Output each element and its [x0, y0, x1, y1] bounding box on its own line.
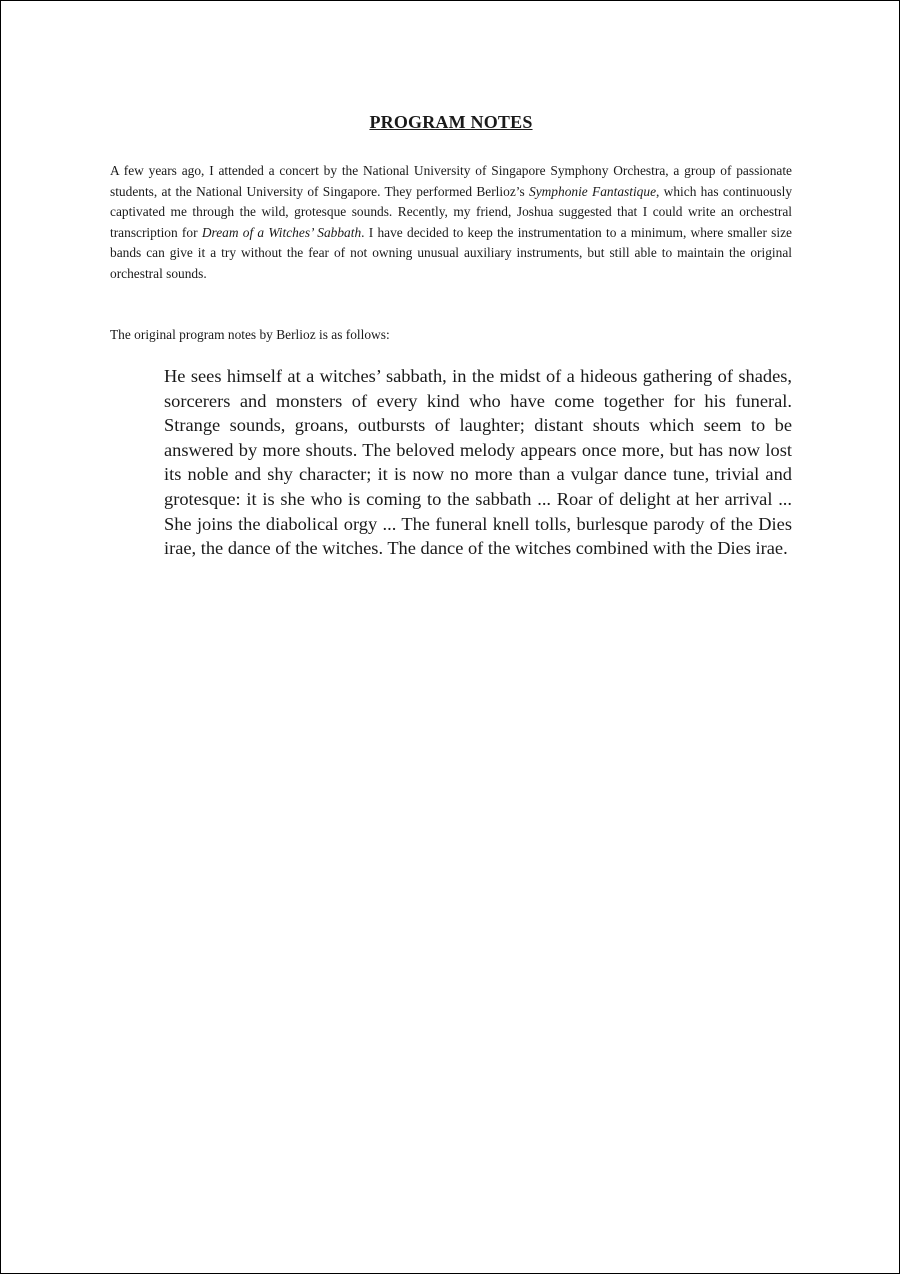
- intro-paragraph: [110, 161, 792, 285]
- page-title: PROGRAM NOTES: [369, 112, 533, 132]
- intro-text-part-2: , which has continuously captivated me through the wild, grotesque sounds. Recently, my friend, Joshua suggested that I could write an orchestral transcription for: [110, 183, 793, 240]
- lead-in-text: The original program notes by Berlioz is as follows:: [110, 327, 390, 342]
- intro-text-part-1: A few years ago, I attended a concert by the National University of Singapore Symphony Orchestra, a group of passionate students, at the National University of Singapore. They performed Berlioz’s: [110, 163, 792, 199]
- movement-title: Dream of a Witches’ Sabbath: [201, 224, 362, 240]
- work-title: Symphonie Fantastique: [529, 183, 657, 199]
- berlioz-quote: He sees himself at a witches’ sabbath, in the midst of a hideous gathering of shades, sorcerers and monsters of every kind who have come together for his funeral. Strange sounds, groans, outbursts of laughter; distant shouts which seem to be answered by more shouts. The beloved melody appears once more, but has now lost its noble and shy character; it is now no more than a vulgar dance tune, trivial and grotesque: it is she who is coming to the sabbath ... Roar of delight at her arrival ... She joins the diabolical orgy ... The funeral knell tolls, burlesque parody of the Dies irae, the dance of the witches. The dance of the witches combined with the Dies irae.: [164, 366, 792, 559]
- intro-text-part-3: . I have decided to keep the instrumentation to a minimum, where smaller size bands can give it a try without the fear of not owning unusual auxiliary instruments, but still able to maintain the original orchestral sounds.: [110, 224, 792, 281]
